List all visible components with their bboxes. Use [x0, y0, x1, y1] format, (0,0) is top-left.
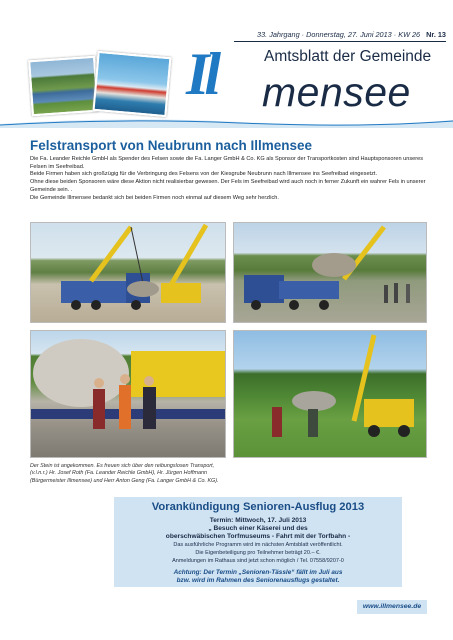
event-notice: Achtung: Der Termin „Senioren-Tässle“ fällt im Juli aus: [173, 569, 343, 576]
event-line: Das ausführliche Programm wird im nächsten Amtsblatt veröffentlicht.: [173, 542, 343, 548]
article-paragraph: Ohne diese beiden Sponsoren wäre diese Aktion nicht realisierbar gewesen. Der Fels im Seefreibad wird auch noch in ferner Zukunft ein wahrer Fels in unserer Gemeinde sein. .: [30, 179, 426, 193]
article-body: [30, 156, 432, 202]
article-paragraph: Beide Firmen haben sich großzügig für die Verbringung des Felsens von der Kiesgrube Neubrunn nach Illmensee ins Seefreibad eingesetzt.: [30, 171, 378, 178]
website-link[interactable]: www.illmensee.de: [357, 600, 427, 614]
article-paragraph: Die Gemeinde Illmensee bedankt sich bei beiden Firmen noch einmal auf diesem Weg sehr herzlich.: [30, 194, 279, 201]
article-paragraph: Die Fa. Leander Reichle GmbH als Spender des Felsen sowie die Fa. Langer GmbH & Co. KG als Sponsor der Transportkosten sind Hauptsponsoren unseres Felsen im Seefreibad.: [30, 156, 424, 170]
photo-caption: Der Stein ist angekommen. Es freuen sich über den reibungslosen Transport, (v.l.n.r.) Hr. Josef Roth (Fa. Leander Reichle GmbH), Hr. Jürgen Hoffmann (Bürgermeister Illmensee) und Herr Anton Geng (Fa. Langer GmbH & Co. KG).: [30, 463, 219, 484]
article-headline: Felstransport von Neubrunn nach Illmensee: [30, 138, 313, 153]
crane-lifting-rock-photo: [30, 222, 226, 323]
event-line: „ Besuch einer Käserei und des: [208, 525, 308, 532]
masthead: [0, 0, 453, 132]
rock-transport-photo: [233, 222, 427, 323]
masthead-title: [180, 26, 445, 126]
event-title: Vorankündigung Senioren-Ausflug 2013: [151, 501, 365, 513]
event-line: Die Eigenbeteiligung pro Teilnehmer beträgt 20.– €.: [195, 550, 321, 556]
event-line: oberschwäbischen Torfmuseums - Fahrt mit der Torfbahn -: [165, 533, 351, 540]
three-men-with-rock-photo: [30, 330, 226, 458]
amtsblatt-label: Amtsblatt der Gemeinde: [264, 48, 432, 65]
issue-line: 33. Jahrgang · Donnerstag, 27. Juni 2013 · KW 26 Nr. 13: [234, 30, 446, 42]
logo-il: Il: [186, 41, 217, 107]
crane-scene-illustration: [31, 223, 225, 322]
senioren-ausflug-box: [114, 497, 402, 587]
event-notice: bzw. wird im Rahmen des Seniorenausflugs gestaltet.: [176, 577, 340, 584]
event-line: Anmeldungen im Rathaus sind jetzt schon möglich / Tel. 07558/9207-0: [172, 558, 344, 564]
truck-scene-illustration: [234, 223, 426, 322]
lake-landscape-photo: [28, 56, 99, 117]
rock-people-illustration: [31, 331, 225, 457]
logo-mensee: mensee: [262, 69, 411, 115]
boat-on-lake-photo: [93, 51, 172, 117]
event-date: Termin: Mittwoch, 17. Juli 2013: [209, 517, 307, 524]
crane-placing-rock-photo: [233, 330, 427, 458]
wave-swoosh-icon: [0, 116, 453, 128]
pool-scene-illustration: [234, 331, 426, 457]
